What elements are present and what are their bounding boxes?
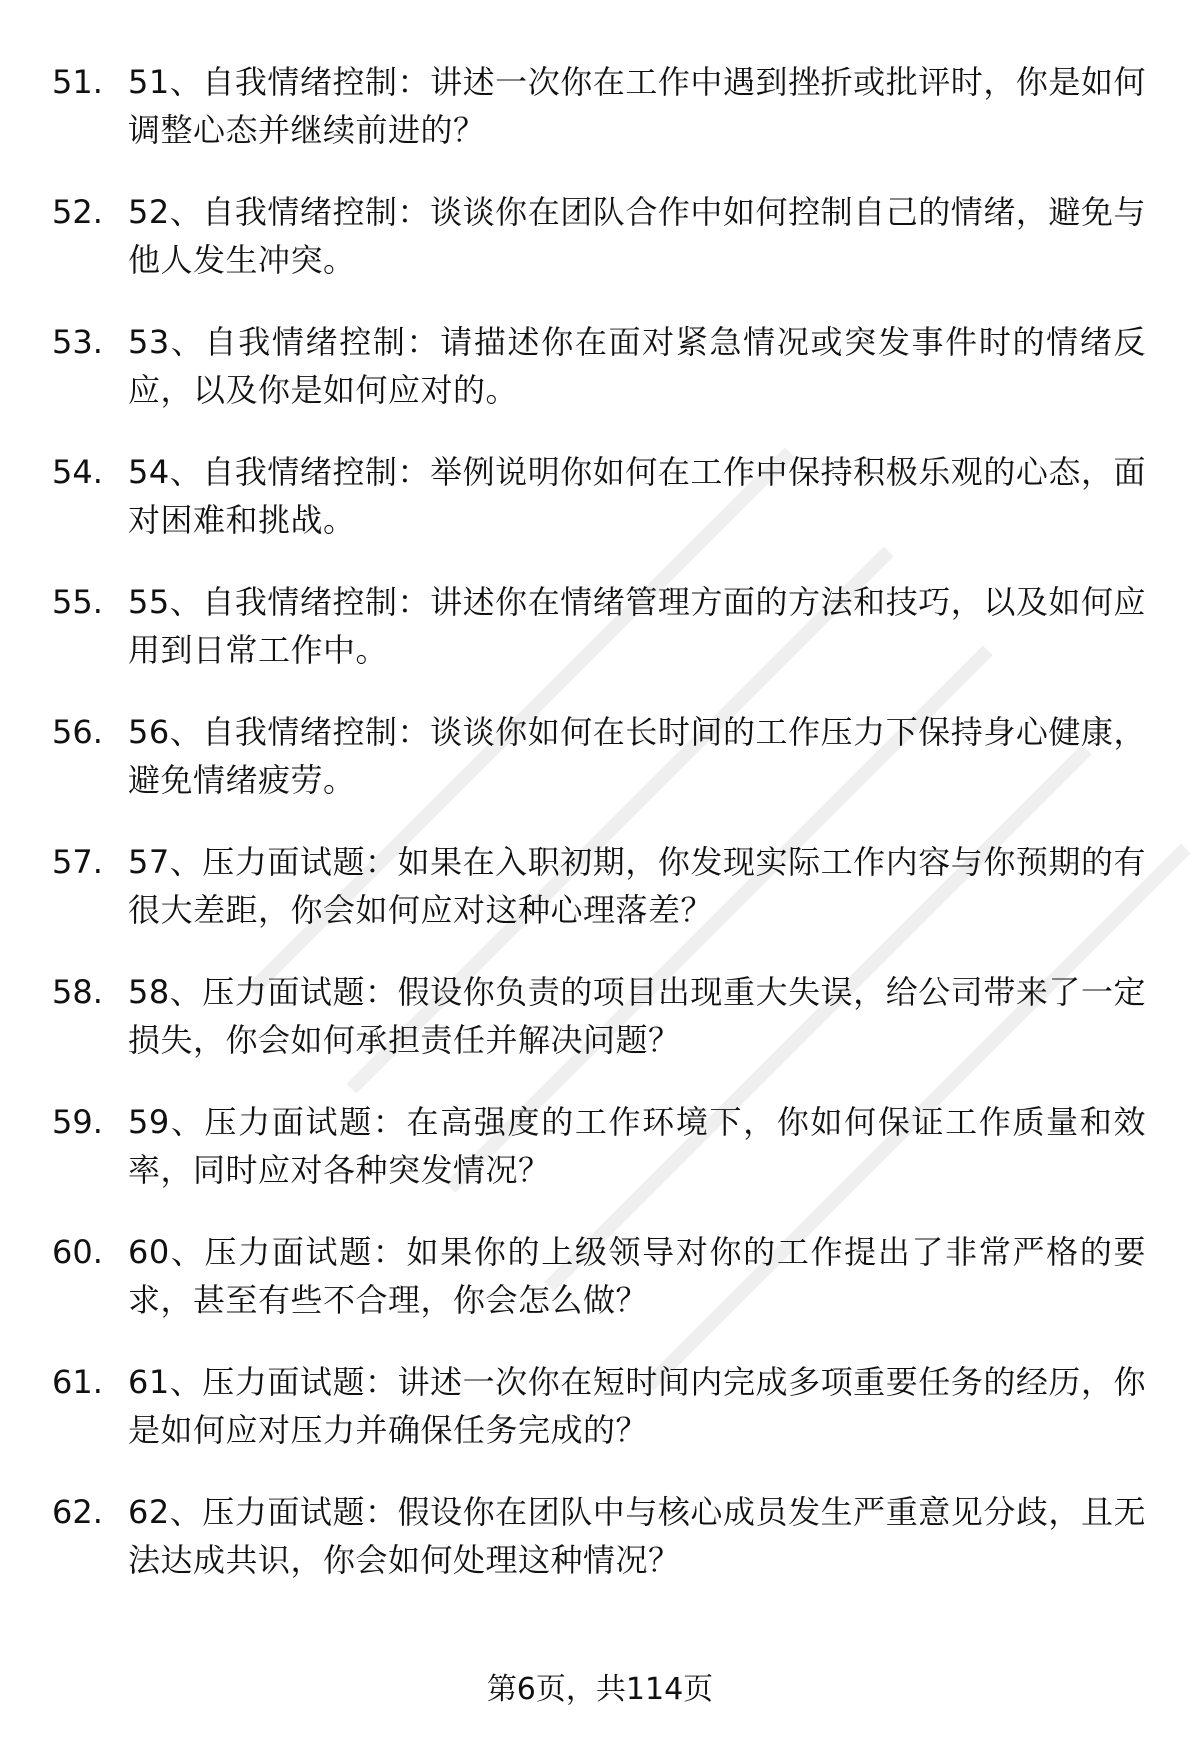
question-number: 58.	[52, 973, 103, 1011]
list-item	[0, 1228, 1200, 1358]
question-text: 56、自我情绪控制：谈谈你如何在长时间的工作压力下保持身心健康，避免情绪疲劳。	[128, 713, 1146, 799]
question-number: 55.	[52, 583, 103, 621]
question-number: 62.	[52, 1493, 103, 1531]
question-text: 52、自我情绪控制：谈谈你在团队合作中如何控制自己的情绪，避免与他人发生冲突。	[128, 193, 1146, 279]
question-text: 55、自我情绪控制：讲述你在情绪管理方面的方法和技巧，以及如何应用到日常工作中。	[128, 583, 1146, 669]
question-list	[0, 58, 1200, 1618]
question-text: 54、自我情绪控制：举例说明你如何在工作中保持积极乐观的心态，面对困难和挑战。	[128, 453, 1146, 539]
list-item	[0, 578, 1200, 708]
question-number: 53.	[52, 323, 103, 361]
question-number: 59.	[52, 1103, 103, 1141]
list-item	[0, 188, 1200, 318]
list-item	[0, 58, 1200, 188]
page-footer: 第6页，共114页	[486, 1672, 714, 1707]
list-item	[0, 1358, 1200, 1488]
list-item	[0, 448, 1200, 578]
list-item	[0, 318, 1200, 448]
question-number: 51.	[52, 63, 103, 101]
list-item	[0, 1098, 1200, 1228]
question-text: 51、自我情绪控制：讲述一次你在工作中遇到挫折或批评时，你是如何调整心态并继续前进的？	[128, 63, 1146, 149]
question-number: 52.	[52, 193, 103, 231]
list-item	[0, 708, 1200, 838]
question-text: 60、压力面试题：如果你的上级领导对你的工作提出了非常严格的要求，甚至有些不合理，你会怎么做？	[128, 1233, 1146, 1319]
question-number: 60.	[52, 1233, 103, 1271]
list-item	[0, 838, 1200, 968]
question-text: 62、压力面试题：假设你在团队中与核心成员发生严重意见分歧，且无法达成共识，你会如何处理这种情况？	[128, 1493, 1146, 1579]
question-text: 57、压力面试题：如果在入职初期，你发现实际工作内容与你预期的有很大差距，你会如何应对这种心理落差？	[128, 843, 1146, 929]
question-number: 61.	[52, 1363, 103, 1401]
question-text: 58、压力面试题：假设你负责的项目出现重大失误，给公司带来了一定损失，你会如何承担责任并解决问题？	[128, 973, 1146, 1059]
question-number: 54.	[52, 453, 103, 491]
question-text: 61、压力面试题：讲述一次你在短时间内完成多项重要任务的经历，你是如何应对压力并确保任务完成的？	[128, 1363, 1146, 1449]
question-number: 56.	[52, 713, 103, 751]
question-text: 53、自我情绪控制：请描述你在面对紧急情况或突发事件时的情绪反应，以及你是如何应对的。	[128, 323, 1146, 409]
question-text: 59、压力面试题：在高强度的工作环境下，你如何保证工作质量和效率，同时应对各种突发情况？	[128, 1103, 1146, 1189]
list-item	[0, 1488, 1200, 1618]
question-number: 57.	[52, 843, 103, 881]
list-item	[0, 968, 1200, 1098]
